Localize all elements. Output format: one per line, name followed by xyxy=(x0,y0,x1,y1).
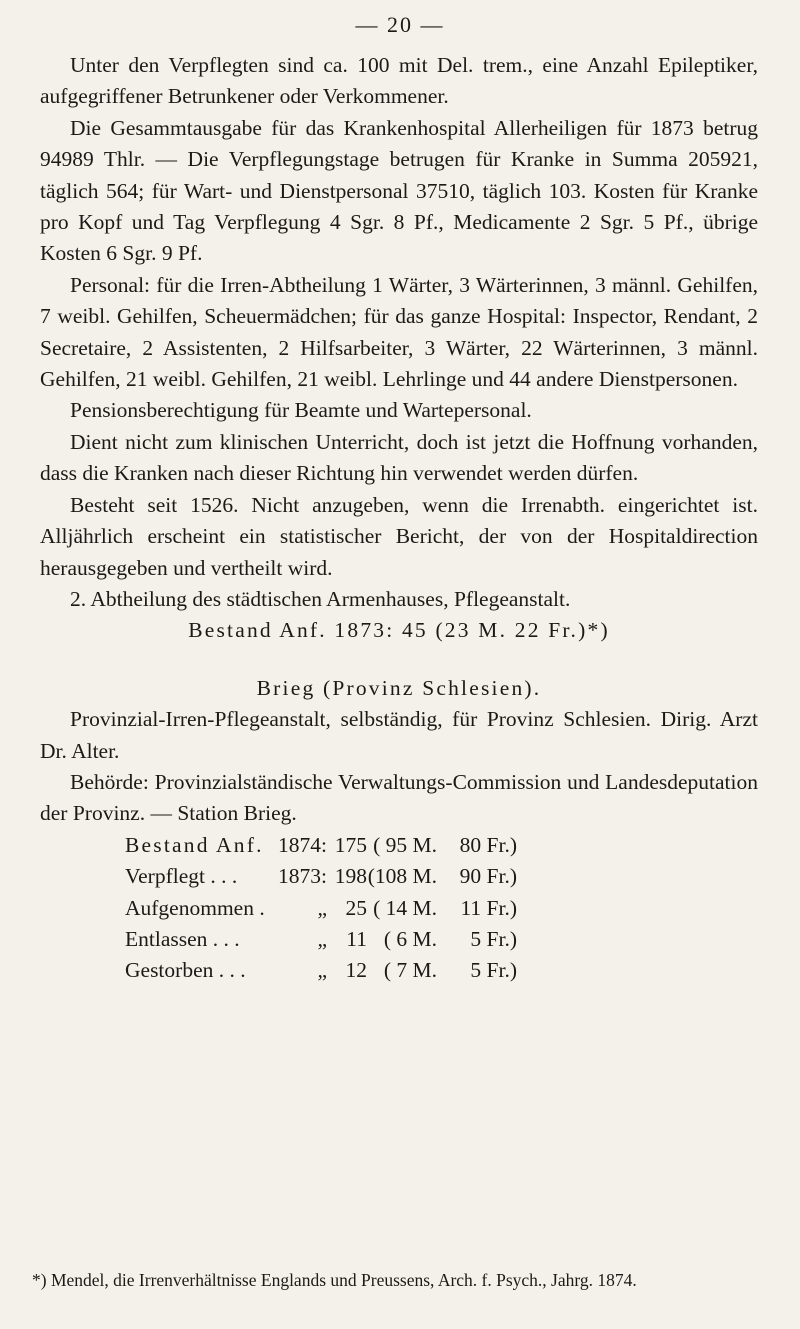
footnote: *) Mendel, die Irrenverhältnisse Englands und Preussens, Arch. f. Psych., Jahrg. 1874. xyxy=(32,1270,637,1290)
paragraph-besteht: Besteht seit 1526. Nicht anzugeben, wenn die Irrenabth. eingerichtet ist. Alljährlich erscheint ein statistischer Bericht, der von der Hospitaldirection herausgegeben und vertheilt wird. xyxy=(40,492,758,580)
stat-label: Bestand Anf. xyxy=(125,832,264,857)
table-row xyxy=(125,955,517,986)
table-row xyxy=(125,924,517,955)
stat-women: 5 Fr.) xyxy=(470,958,517,983)
body-text xyxy=(40,50,758,987)
stat-label: Entlassen . . . xyxy=(125,926,240,951)
stat-women: 11 Fr.) xyxy=(460,895,517,920)
stat-label: Aufgenommen . xyxy=(125,895,265,920)
table-row xyxy=(125,861,517,892)
stat-year: „ xyxy=(317,926,327,951)
paragraph-personal: Personal: für die Irren-Abtheilung 1 Wärter, 3 Wärterinnen, 3 männl. Gehilfen, 7 weibl. Gehilfen, Scheuermädchen; für das ganze Hospital: Inspector, Rendant, 2 Secretaire, 2 Assistenten, 2 Hilfsarbeiter, 3 Wärter, 22 Wärterinnen, 3 männl. Gehilfen, 21 weibl. Gehilfen, 21 weibl. Lehrlinge und 44 andere Dienstpersonen. xyxy=(40,272,758,392)
paragraph-verpflegten: Unter den Verpflegten sind ca. 100 mit Del. trem., eine Anzahl Epileptiker, aufgegriffener Betrunkener oder Verkommener. xyxy=(40,53,758,109)
stat-label: Gestorben . . . xyxy=(125,958,246,983)
stat-total: 25 xyxy=(345,895,367,920)
paragraph-pension: Pensionsberechtigung für Beamte und Wartepersonal. xyxy=(70,398,532,423)
statistics-table xyxy=(125,830,517,987)
stat-women: 5 Fr.) xyxy=(470,926,517,951)
stat-total: 12 xyxy=(345,958,367,983)
stat-men: ( 14 M. xyxy=(373,895,437,920)
table-row xyxy=(125,893,517,924)
stat-total: 11 xyxy=(346,926,367,951)
paragraph-abtheilung-2: 2. Abtheilung des städtischen Armenhauses, Pflegeanstalt. xyxy=(70,586,571,611)
section-heading-brieg: Brieg (Provinz Schlesien). xyxy=(256,675,542,700)
stat-year: „ xyxy=(317,958,327,983)
stat-year: 1874: xyxy=(278,832,327,857)
paragraph-gesammtausgabe: Die Gesammtausgabe für das Krankenhospital Allerheiligen für 1873 betrug 94989 Thlr. — Die Verpflegungstage betrugen für Kranke in Summa 205921, täglich 564; für Wart- und Dienstpersonal 37510, täglich 103. Kosten für Kranke pro Kopf und Tag Verpflegung 4 Sgr. 8 Pf., Medicamente 2 Sgr. 5 Pf., übrige Kosten 6 Sgr. 9 Pf. xyxy=(40,115,758,266)
stat-total: 175 xyxy=(334,832,367,857)
stat-men: ( 7 M. xyxy=(383,958,437,983)
table-row xyxy=(125,830,517,861)
paragraph-unterricht: Dient nicht zum klinischen Unterricht, doch ist jetzt die Hoffnung vorhanden, dass die Kranken nach dieser Richtung hin verwendet werden dürfen. xyxy=(40,429,758,486)
stat-women: 90 Fr.) xyxy=(459,864,517,889)
stat-year: „ xyxy=(317,895,327,920)
stat-men: ( 6 M. xyxy=(383,926,437,951)
paragraph-bestand-1873: Bestand Anf. 1873: 45 (23 M. 22 Fr.)*) xyxy=(188,618,610,643)
stat-men: ( 95 M. xyxy=(373,832,437,857)
stat-men: (108 M. xyxy=(367,864,437,889)
paragraph-provinzial: Provinzial-Irren-Pflegeanstalt, selbständig, für Provinz Schlesien. Dirig. Arzt Dr. Alter. xyxy=(40,707,758,763)
stat-women: 80 Fr.) xyxy=(459,832,517,857)
stat-total: 198 xyxy=(334,864,367,889)
stat-year: 1873: xyxy=(278,864,327,889)
stat-label: Verpflegt . . . xyxy=(125,864,238,889)
paragraph-behoerde: Behörde: Provinzialständische Verwaltungs-Commission und Landesdeputation der Provinz. — Station Brieg. xyxy=(40,769,758,826)
page-number: — 20 — xyxy=(355,12,445,37)
